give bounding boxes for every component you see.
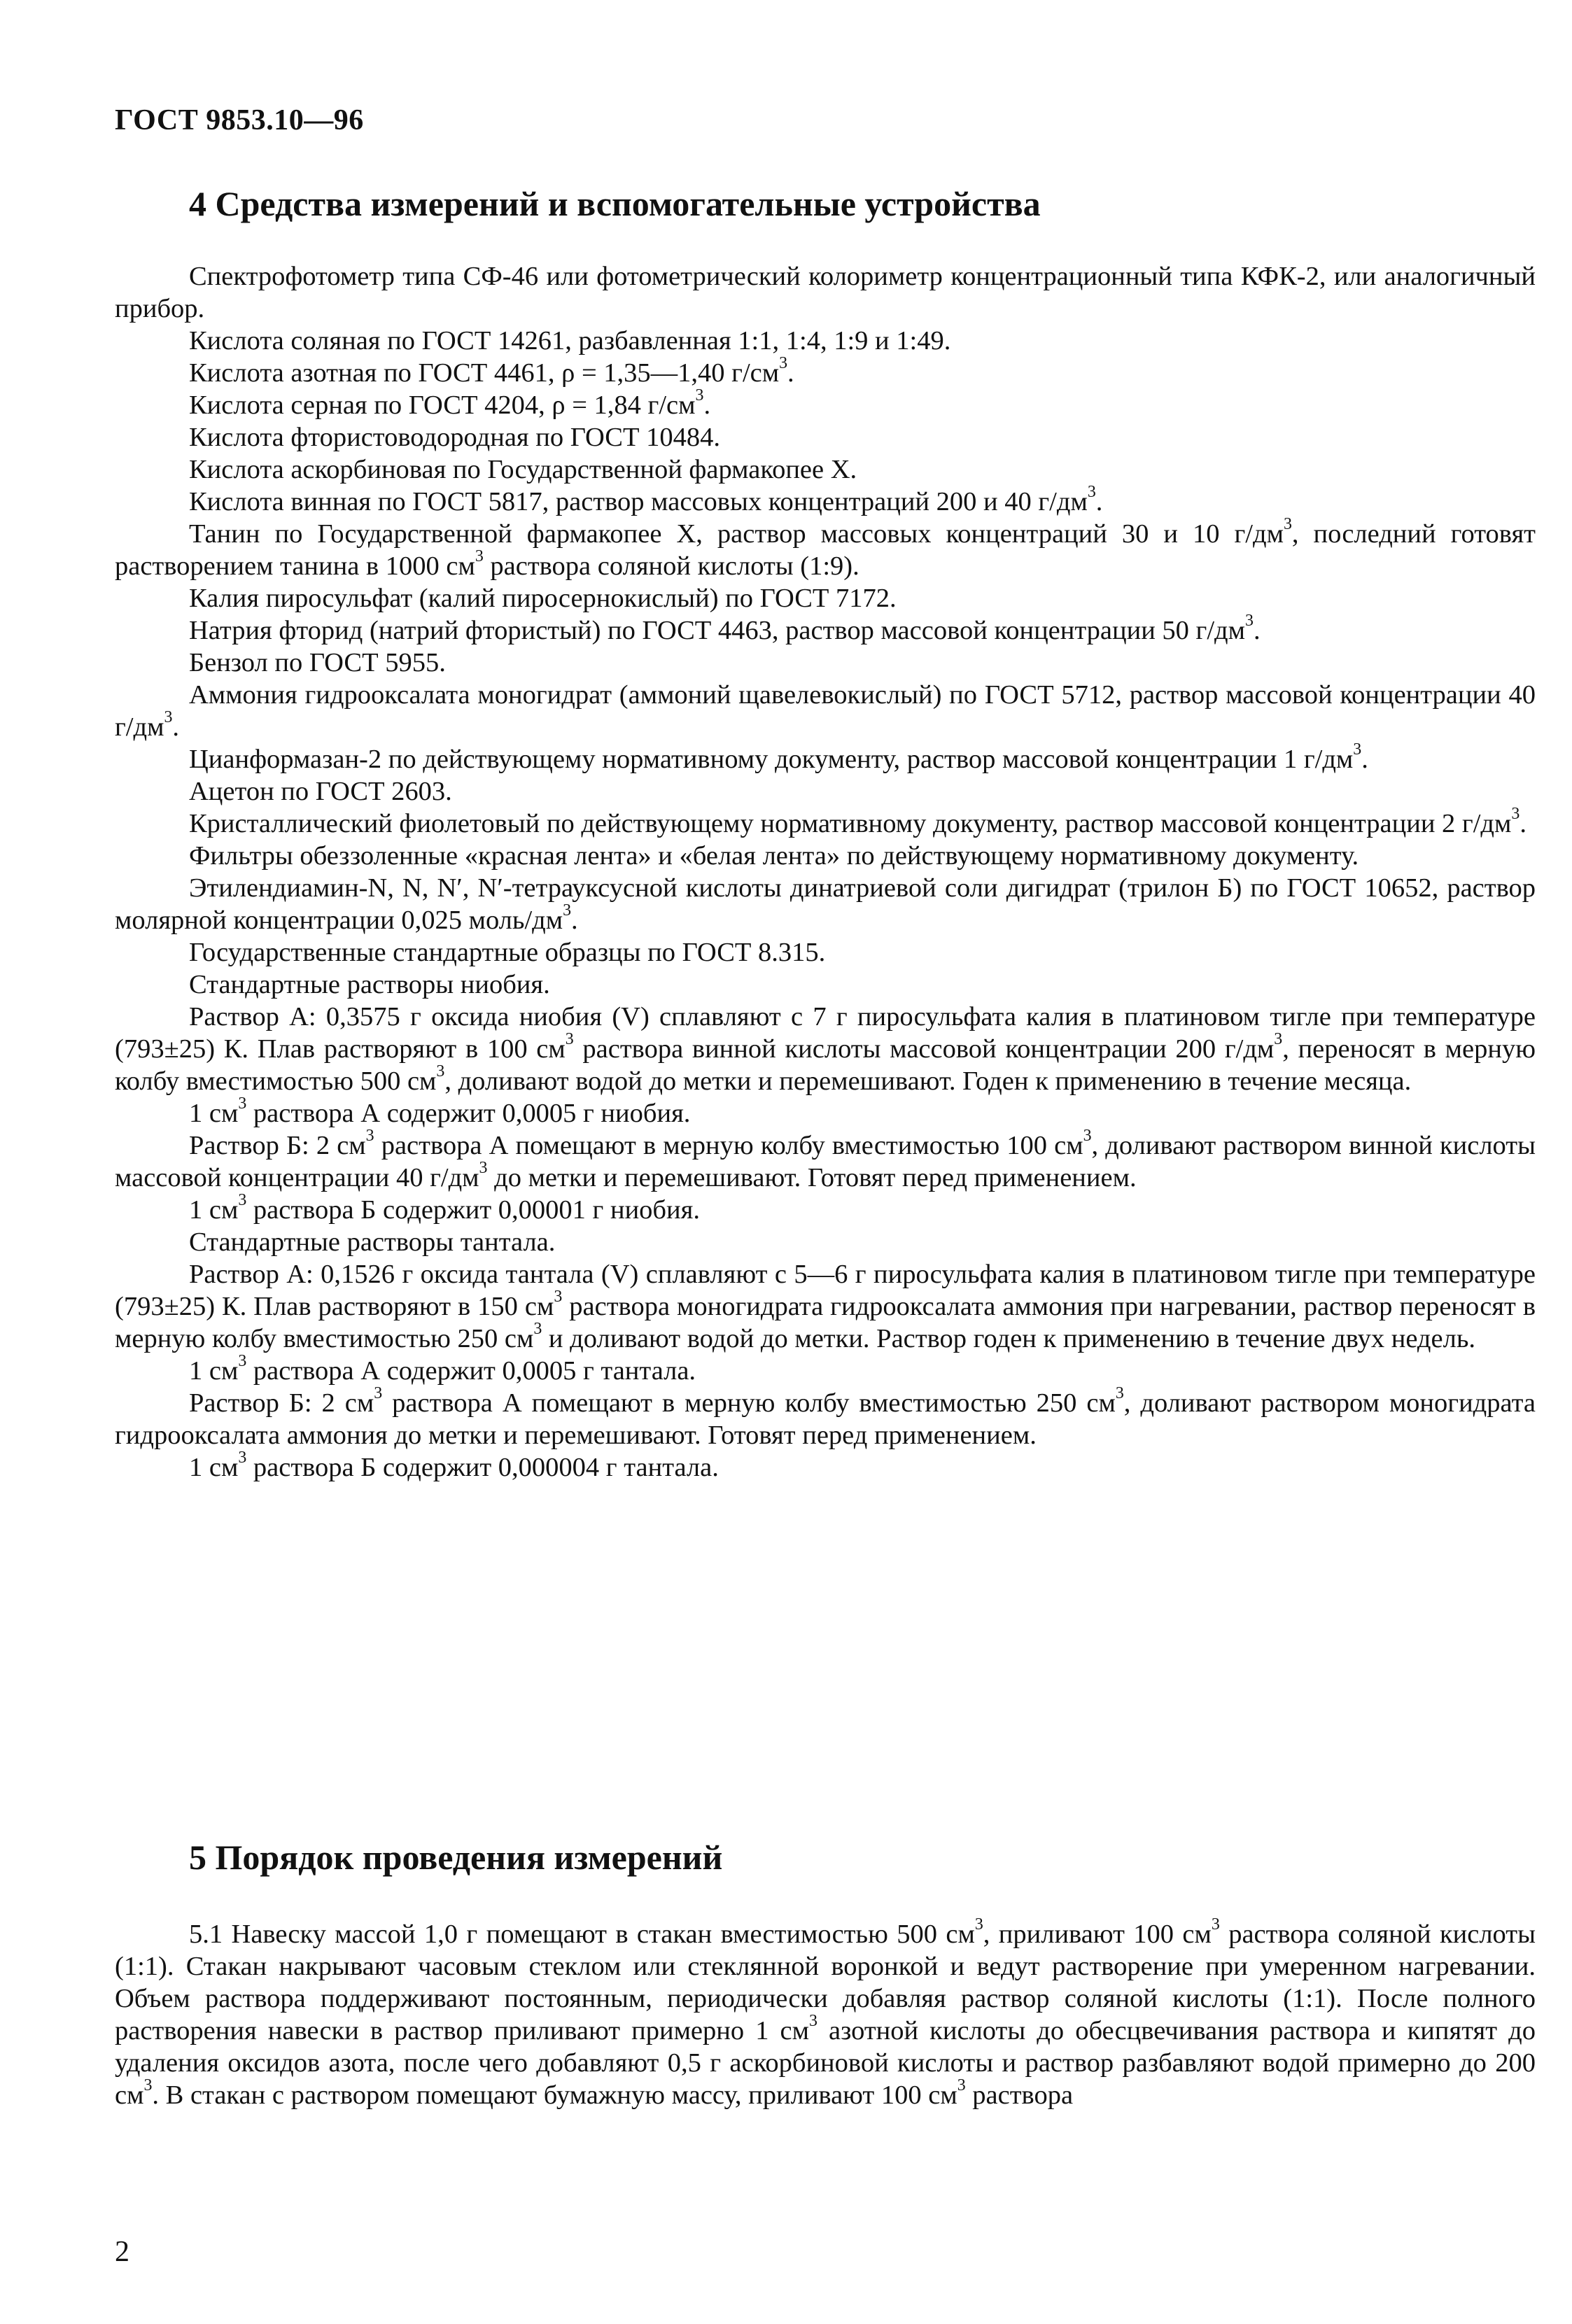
document-code: ГОСТ 9853.10—96 bbox=[115, 104, 364, 136]
paragraph: Этилендиамин-N, N, N′, N′-тетрауксусной кислоты динатриевой соли дигидрат (трилон Б) по ГОСТ 10652, раствор молярной концентрации 0,025 моль/$дм^3$. bbox=[115, 873, 1536, 935]
paragraph: Калия пиросульфат (калий пиросернокислый) по ГОСТ 7172. bbox=[189, 584, 897, 613]
paragraph: Цианформазан-2 по действующему нормативному документу, раствор массовой концентрации 1 $г/дм^3$. bbox=[189, 740, 1368, 774]
paragraph: Кислота фтористоводородная по ГОСТ 10484. bbox=[189, 423, 721, 452]
paragraph: Кислота соляная по ГОСТ 14261, разбавленная 1:1, 1:4, 1:9 и 1:49. bbox=[189, 326, 951, 355]
paragraph: Аммония гидрооксалата моногидрат (аммоний щавелевокислый) по ГОСТ 5712, раствор массовой концентрации 40 $г/дм^3$. bbox=[115, 680, 1536, 742]
paragraph: Бензол по ГОСТ 5955. bbox=[189, 648, 446, 677]
section-5-body bbox=[115, 1915, 1536, 2111]
paragraph: Натрия фторид (натрий фтористый) по ГОСТ 4463, раствор массовой концентрации 50 $г/дм^3$. bbox=[189, 611, 1261, 645]
paragraph: Государственные стандартные образцы по ГОСТ 8.315. bbox=[189, 938, 826, 967]
paragraph: Стандартные растворы тантала. bbox=[189, 1227, 556, 1257]
paragraph: Раствор А: 0,1526 г оксида тантала (V) сплавляют с 5—6 г пиросульфата калия в платиновом тигле при температуре (793±25) К. Плав растворяют в 150 $см^3$ раствора моногидрата гидрооксалата аммония при нагревании, раствор переносят в мерную колбу вместимостью 250 $см^3$ и доливают водой до метки. Раствор годен к применению в течение двух недель. bbox=[115, 1260, 1536, 1353]
paragraph: Кислота винная по ГОСТ 5817, раствор массовых концентраций 200 и 40 $г/дм^3$. bbox=[189, 482, 1103, 516]
page-number: 2 bbox=[115, 2236, 129, 2268]
paragraph: Спектрофотометр типа СФ-46 или фотометрический колориметр концентрационный типа КФК-2, или аналогичный прибор. bbox=[115, 262, 1536, 323]
section-5-title: 5 Порядок проведения измерений bbox=[189, 1838, 723, 1877]
paragraph: Кислота аскорбиновая по Государственной фармакопее X. bbox=[189, 455, 857, 484]
paragraph: Раствор Б: 2 $см^3$ раствора А помещают в мерную колбу вместимостью 100 $см^3$, доливают раствором винной кислоты массовой концентрации 40 $г/дм^3$ до метки и перемешивают. Готовят перед применением. bbox=[115, 1126, 1536, 1192]
paragraph: Кислота серная по ГОСТ 4204, ρ = 1,84 $г/см^3$. bbox=[189, 386, 711, 420]
section-4-title: 4 Средства измерений и вспомогательные устройства bbox=[189, 184, 1041, 223]
paragraph: Танин по Государственной фармакопее X, раствор массовых концентраций 30 и 10 $г/дм^3$, последний готовят растворением танина в 1000 $см^3$ раствора соляной кислоты (1:9). bbox=[115, 514, 1536, 581]
paragraph: 1 $см^3$ раствора А содержит 0,0005 г тантала. bbox=[189, 1351, 696, 1386]
paragraph: Фильтры обеззоленные «красная лента» и «белая лента» по действующему нормативному документу. bbox=[189, 841, 1359, 871]
paragraph: 1 $см^3$ раствора Б содержит 0,000004 г тантала. bbox=[189, 1448, 719, 1482]
paragraph: 1 $см^3$ раствора Б содержит 0,00001 г ниобия. bbox=[189, 1190, 700, 1225]
paragraph: 5.1 Навеску массой 1,0 г помещают в стакан вместимостью 500 $см^3$, приливают 100 $см^3$ раствора соляной кислоты (1:1). Стакан накрывают часовым стеклом или стеклянной воронкой и ведут растворение при умеренном нагревании. Объем раствора поддерживают постоянным, периодически добавляя раствор соляной кислоты (1:1). После полного растворения навески в раствор приливают примерно 1 $см^3$ азотной кислоты до обесцвечивания раствора и кипятят до удаления оксидов азота, после чего добавляют 0,5 г аскорбиновой кислоты и раствор разбавляют водой примерно до 200 $см^3$. В стакан с раствором помещают бумажную массу, приливают 100 $см^3$ раствора bbox=[115, 1915, 1536, 2110]
paragraph: Кристаллический фиолетовый по действующему нормативному документу, раствор массовой концентрации 2 $г/дм^3$. bbox=[189, 804, 1527, 838]
paragraph: Кислота азотная по ГОСТ 4461, ρ = 1,35—1,40 $г/см^3$. bbox=[189, 353, 794, 388]
section-4-body bbox=[115, 260, 1536, 1484]
paragraph: Ацетон по ГОСТ 2603. bbox=[189, 777, 452, 806]
paragraph: Стандартные растворы ниобия. bbox=[189, 970, 550, 999]
paragraph: Раствор А: 0,3575 г оксида ниобия (V) сплавляют с 7 г пиросульфата калия в платиновом тигле при температуре (793±25) К. Плав растворяют в 100 $см^3$ раствора винной кислоты массовой концентрации 200 $г/дм^3$, переносят в мерную колбу вместимостью 500 $см^3$, доливают водой до метки и перемешивают. Годен к применению в течение месяца. bbox=[115, 1002, 1536, 1096]
paragraph: Раствор Б: 2 $см^3$ раствора А помещают в мерную колбу вместимостью 250 $см^3$, доливают раствором моногидрата гидрооксалата аммония до метки и перемешивают. Готовят перед применением. bbox=[115, 1383, 1536, 1450]
paragraph: 1 $см^3$ раствора А содержит 0,0005 г ниобия. bbox=[189, 1094, 691, 1128]
